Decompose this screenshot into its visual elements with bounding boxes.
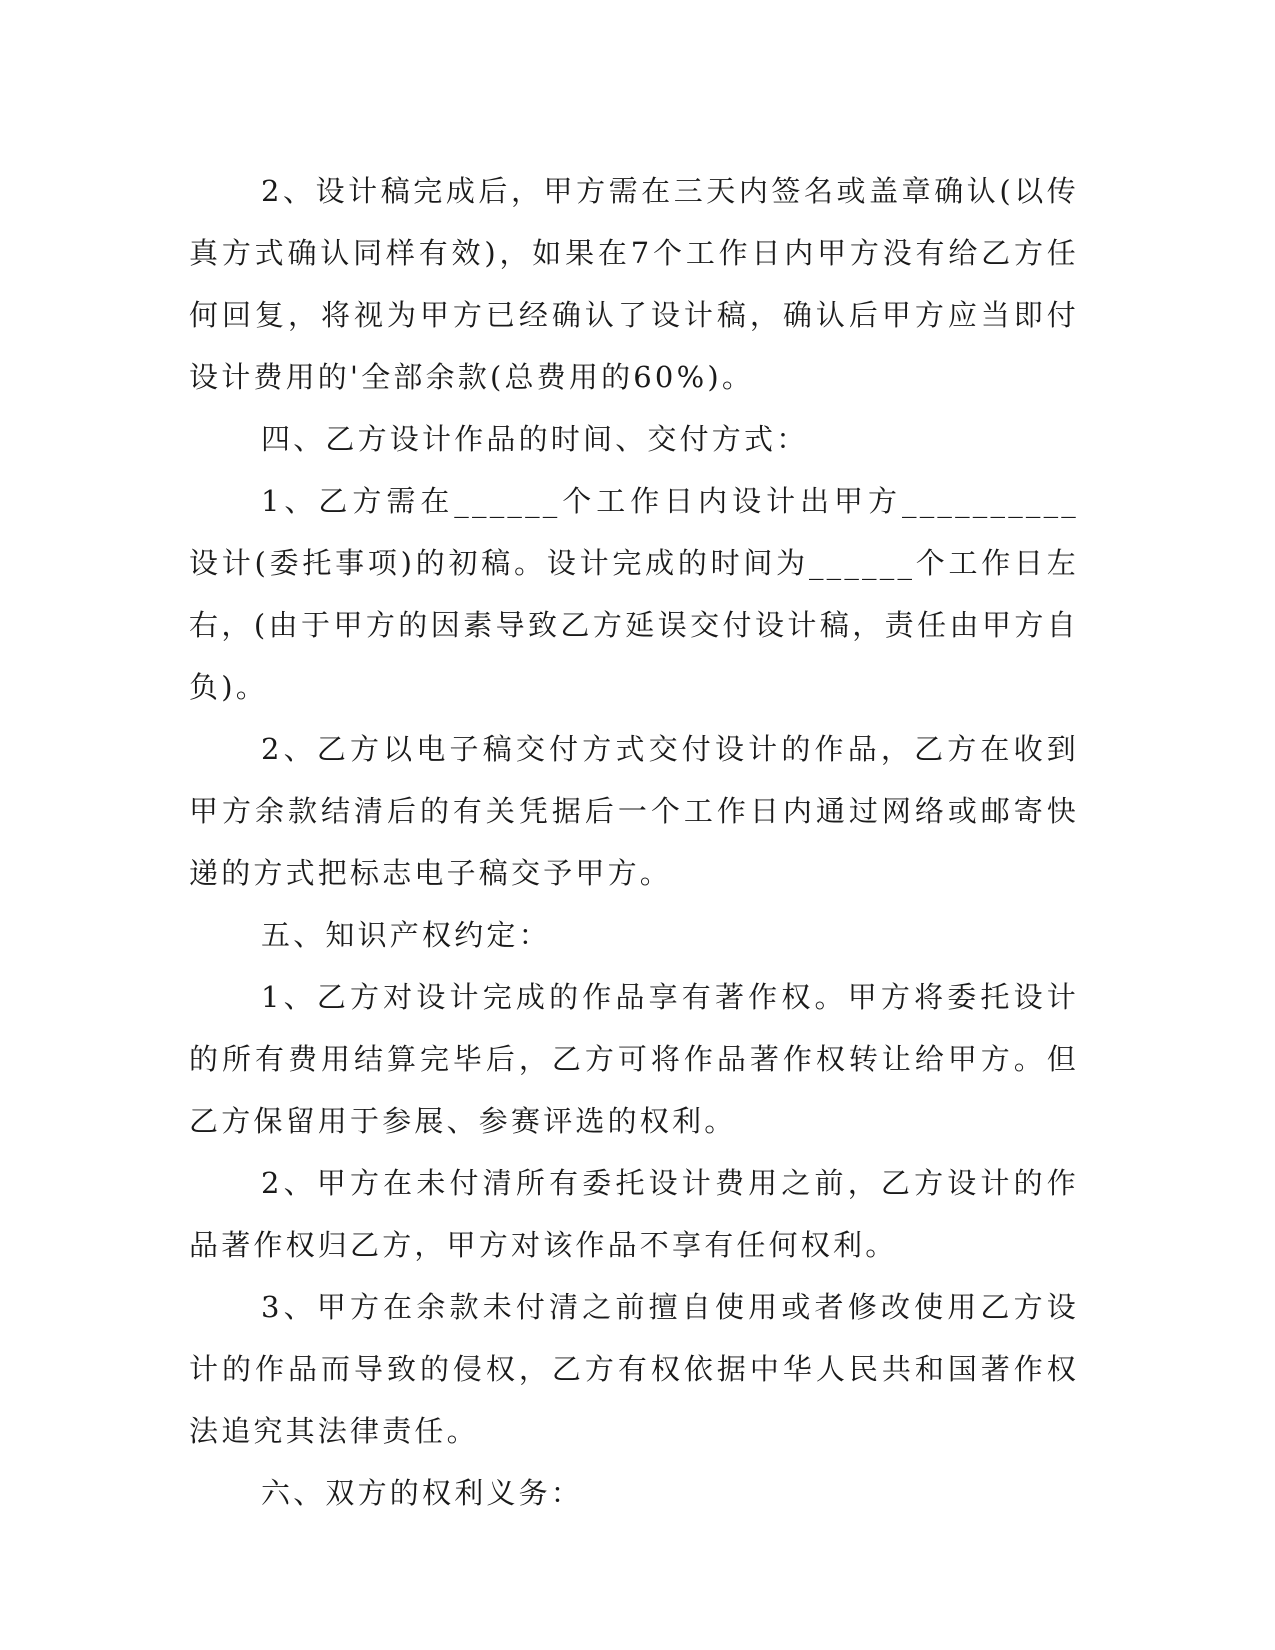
- section-heading-rights-obligations: 六、双方的权利义务：: [261, 1476, 584, 1510]
- contract-body: [189, 160, 1079, 1524]
- paragraph-copyright-unpaid: 2、甲方在未付清所有委托设计费用之前，乙方设计的作品著作权归乙方，甲方对该作品不享有任何权利。: [189, 1166, 1079, 1262]
- paragraph-delivery-method: 2、乙方以电子稿交付方式交付设计的作品，乙方在收到甲方余款结清后的有关凭据后一个工作日内通过网络或邮寄快递的方式把标志电子稿交予甲方。: [189, 732, 1079, 890]
- section-heading-delivery: 四、乙方设计作品的时间、交付方式：: [261, 422, 809, 456]
- section-heading-ip: 五、知识产权约定：: [261, 918, 551, 952]
- paragraph-design-schedule: 1、乙方需在______个工作日内设计出甲方__________设计(委托事项)的初稿。设计完成的时间为______个工作日左右，(由于甲方的因素导致乙方延误交付设计稿，责任由甲方自负)。: [189, 484, 1079, 704]
- paragraph-confirmation-terms: 2、设计稿完成后，甲方需在三天内签名或盖章确认(以传真方式确认同样有效)，如果在7个工作日内甲方没有给乙方任何回复，将视为甲方已经确认了设计稿，确认后甲方应当即付设计费用的'全部余款(总费用的60%)。: [189, 174, 1079, 394]
- paragraph-copyright-ownership: 1、乙方对设计完成的作品享有著作权。甲方将委托设计的所有费用结算完毕后，乙方可将作品著作权转让给甲方。但乙方保留用于参展、参赛评选的权利。: [189, 980, 1079, 1138]
- paragraph-infringement: 3、甲方在余款未付清之前擅自使用或者修改使用乙方设计的作品而导致的侵权，乙方有权依据中华人民共和国著作权法追究其法律责任。: [189, 1290, 1079, 1448]
